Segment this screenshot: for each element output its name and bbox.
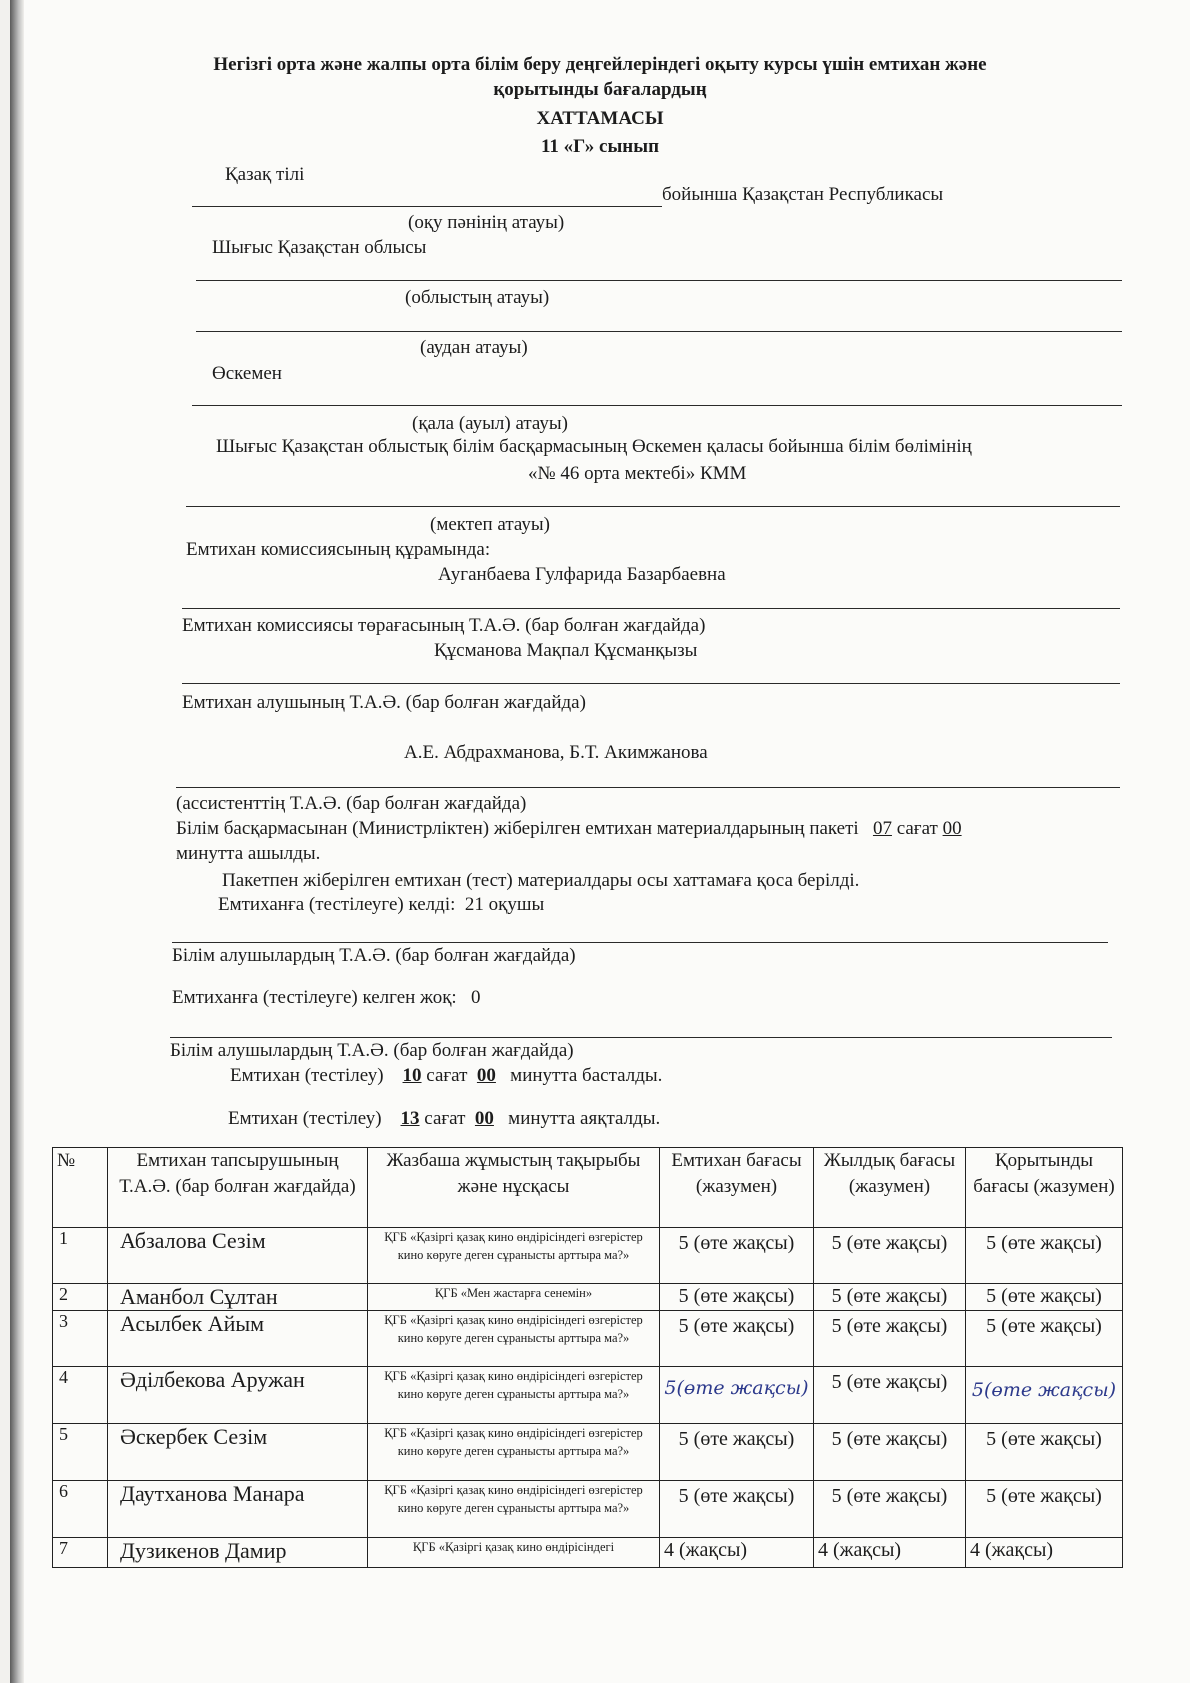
essay-topic: ҚГБ «Қазіргі қазақ кино өндірісіндегі өзгерістер кино көруге деген сұранысты арттыра ма?» (368, 1311, 660, 1367)
district-caption: (аудан атауы) (420, 337, 528, 358)
chair-label: Емтихан комиссиясы төрағасының Т.А.Ә. (бар болған жағдайда) (182, 615, 706, 636)
exam-grade: 5 (өте жақсы) (660, 1424, 814, 1481)
package-text: Білім басқармасынан (Министрліктен) жіберілген емтихан материалдарының пакеті (176, 818, 859, 839)
final-grade-handwritten: 5(өте жақсы) (966, 1367, 1123, 1424)
header-exam-grade: Емтихан бағасы (жазумен) (660, 1148, 814, 1228)
row-num: 1 (53, 1228, 108, 1284)
package-hour: 07 (872, 818, 892, 839)
start-hour-word: сағат (426, 1065, 468, 1086)
header-line-3: ХАТТАМАСЫ (536, 108, 664, 129)
header-topic: Жазбаша жұмыстың тақырыбы және нұсқасы (368, 1148, 660, 1228)
exam-grade: 5 (өте жақсы) (660, 1284, 814, 1311)
essay-topic: ҚГБ «Қазіргі қазақ кино өндірісіндегі өзгерістер кино көруге деген сұранысты арттыра ма?» (368, 1424, 660, 1481)
essay-topic: ҚГБ «Қазіргі қазақ кино өндірісіндегі өзгерістер кино көруге деген сұранысты арттыра ма?» (368, 1481, 660, 1538)
absent-underline (170, 1037, 1112, 1038)
package-line-2: минутта ашылды. (176, 843, 321, 864)
exam-grade: 5 (өте жақсы) (660, 1228, 814, 1284)
header-final-grade: Қорытынды бағасы (жазумен) (966, 1148, 1123, 1228)
row-num: 4 (53, 1367, 108, 1424)
header-annual-grade: Жылдық бағасы (жазумен) (814, 1148, 966, 1228)
end-hour-word: сағат (424, 1108, 466, 1129)
final-grade: 5 (өте жақсы) (966, 1311, 1123, 1367)
region-caption: (облыстың атауы) (405, 287, 550, 308)
end-minute: 00 (474, 1108, 494, 1129)
chair-underline (182, 683, 1120, 684)
start-minute: 00 (476, 1065, 496, 1086)
exam-grade: 5 (өте жақсы) (660, 1311, 814, 1367)
annual-grade: 5 (өте жақсы) (814, 1311, 966, 1367)
annual-grade: 5 (өте жақсы) (814, 1284, 966, 1311)
annual-grade: 4 (жақсы) (814, 1538, 966, 1568)
table-header-row (53, 1148, 1123, 1228)
subject-suffix: бойынша Қазақстан Республикасы (662, 184, 944, 205)
essay-topic: ҚГБ «Қазіргі қазақ кино өндірісіндегі өзгерістер кино көруге деген сұранысты арттыра ма?» (368, 1228, 660, 1284)
end-line (228, 1108, 660, 1130)
city-underline (192, 405, 1122, 406)
school-line-1: Шығыс Қазақстан облыстық білім басқармасының Өскемен қаласы бойынша білім бөлімінің (216, 436, 972, 457)
end-hour: 13 (400, 1108, 420, 1129)
commission-label: Емтихан комиссиясының құрамында: (186, 539, 491, 560)
absent-line (172, 987, 480, 1009)
students-label-2: Білім алушылардың Т.А.Ә. (бар болған жағдайда) (170, 1040, 574, 1061)
row-num: 5 (53, 1424, 108, 1481)
final-grade: 5 (өте жақсы) (966, 1424, 1123, 1481)
start-hour: 10 (402, 1065, 422, 1086)
commission-underline (182, 608, 1120, 609)
header-num: № (53, 1148, 108, 1228)
essay-topic: ҚГБ «Қазіргі қазақ кино өндірісіндегі өзгерістер кино көруге деген сұранысты арттыра ма?» (368, 1367, 660, 1424)
document-page (10, 0, 1190, 1683)
end-suffix: минутта аяқталды. (508, 1108, 661, 1129)
table-row (53, 1538, 1123, 1568)
absent-label: Емтиханға (тестілеуге) келген жоқ: (172, 987, 457, 1008)
subject-caption: (оқу пәнінің атауы) (408, 212, 565, 233)
essay-topic: ҚГБ «Қазіргі қазақ кино өндірісіндегі (368, 1538, 660, 1568)
student-name: Асылбек Айым (108, 1311, 368, 1367)
header-name: Емтихан тапсырушының Т.А.Ә. (бар болған жағдайда) (108, 1148, 368, 1228)
region-underline (196, 280, 1122, 281)
subject-underline (192, 206, 662, 207)
present-label: Емтиханға (тестілеуге) келді: (218, 894, 456, 915)
subject-value: Қазақ тілі (225, 164, 305, 185)
row-num: 2 (53, 1284, 108, 1311)
annual-grade: 5 (өте жақсы) (814, 1367, 966, 1424)
student-name: Әскербек Сезім (108, 1424, 368, 1481)
student-name: Даутханова Манара (108, 1481, 368, 1538)
region-value: Шығыс Қазақстан облысы (212, 237, 427, 258)
student-name: Аманбол Сұлтан (108, 1284, 368, 1311)
package-line-1 (176, 818, 962, 840)
binding-shadow (10, 0, 24, 1683)
final-grade: 5 (өте жақсы) (966, 1228, 1123, 1284)
school-line-2: «№ 46 орта мектебі» КММ (528, 463, 747, 484)
table-row (53, 1367, 1123, 1424)
absent-count: 0 (470, 987, 481, 1008)
table-row (53, 1311, 1123, 1367)
table-row (53, 1424, 1123, 1481)
row-num: 6 (53, 1481, 108, 1538)
essay-topic: ҚГБ «Мен жастарға сенемін» (368, 1284, 660, 1311)
header-line-2: қорытынды бағалардың (493, 79, 707, 100)
annual-grade: 5 (өте жақсы) (814, 1424, 966, 1481)
row-num: 3 (53, 1311, 108, 1367)
chair-name: Құсманова Мақпал Құсманқызы (434, 640, 698, 661)
package-minute: 00 (942, 818, 962, 839)
start-line (230, 1065, 662, 1087)
start-suffix: минутта басталды. (510, 1065, 663, 1086)
district-underline (196, 331, 1122, 332)
assistants-names: А.Е. Абдрахманова, Б.Т. Акимжанова (404, 742, 708, 763)
examiner-label: Емтихан алушының Т.А.Ә. (бар болған жағдайда) (182, 692, 586, 713)
table-row (53, 1284, 1123, 1311)
assistants-underline (176, 787, 1120, 788)
table-row (53, 1481, 1123, 1538)
annual-grade: 5 (өте жақсы) (814, 1481, 966, 1538)
package-hour-word: сағат (896, 818, 938, 839)
city-caption: (қала (ауыл) атауы) (412, 413, 568, 434)
grades-table (52, 1147, 1123, 1568)
final-grade: 4 (жақсы) (966, 1538, 1123, 1568)
student-name: Абзалова Сезім (108, 1228, 368, 1284)
table-row (53, 1228, 1123, 1284)
header-line-4: 11 «Г» сынып (540, 136, 660, 157)
end-prefix: Емтихан (тестілеу) (228, 1108, 382, 1129)
row-num: 7 (53, 1538, 108, 1568)
school-underline (186, 506, 1120, 507)
students-label: Білім алушылардың Т.А.Ә. (бар болған жағдайда) (172, 945, 576, 966)
exam-grade-handwritten: 5(өте жақсы) (660, 1367, 814, 1424)
student-name: Дузикенов Дамир (108, 1538, 368, 1568)
commission-member: Ауганбаева Гулфарида Базарбаевна (438, 564, 726, 585)
header-line-1: Негізгі орта және жалпы орта білім беру деңгейлеріндегі оқыту курсы үшін емтихан және (213, 54, 987, 75)
present-line (218, 894, 544, 916)
present-count: 21 оқушы (464, 894, 545, 915)
school-caption: (мектеп атауы) (430, 514, 550, 535)
package-attached: Пакетпен жіберілген емтихан (тест) материалдары осы хаттамаға қоса берілді. (222, 870, 860, 891)
student-name: Әділбекова Аружан (108, 1367, 368, 1424)
exam-grade: 5 (өте жақсы) (660, 1481, 814, 1538)
assistant-label: (ассистенттің Т.А.Ә. (бар болған жағдайда) (176, 793, 527, 814)
annual-grade: 5 (өте жақсы) (814, 1228, 966, 1284)
start-prefix: Емтихан (тестілеу) (230, 1065, 384, 1086)
present-underline (172, 942, 1108, 943)
final-grade: 5 (өте жақсы) (966, 1284, 1123, 1311)
final-grade: 5 (өте жақсы) (966, 1481, 1123, 1538)
exam-grade: 4 (жақсы) (660, 1538, 814, 1568)
city-value: Өскемен (212, 363, 282, 384)
